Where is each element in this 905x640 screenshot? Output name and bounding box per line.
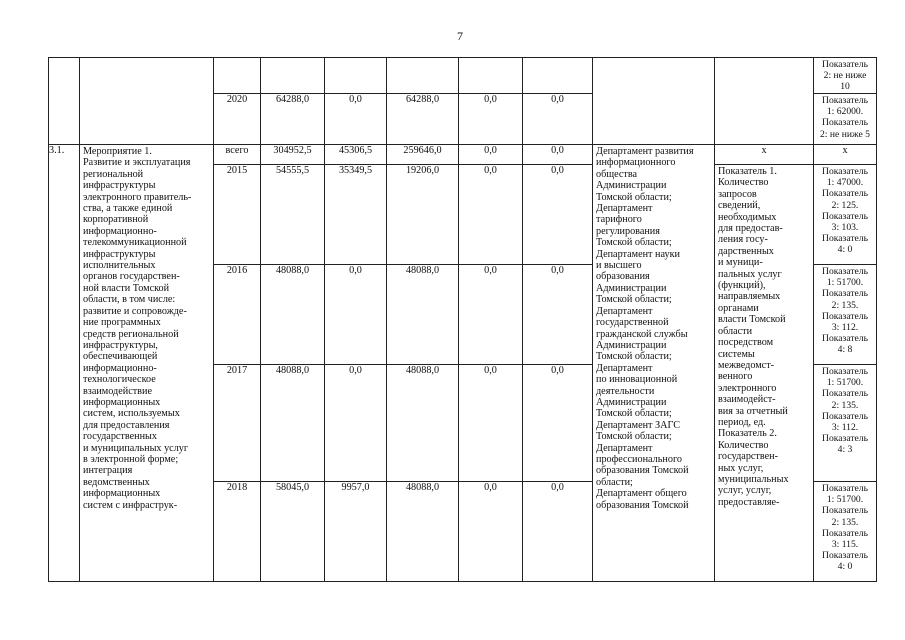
total-cell: 48088,0 xyxy=(261,365,325,482)
activity-number: 3.1. xyxy=(49,145,80,582)
local-cell-prev xyxy=(459,58,523,94)
year-cell: 2016 xyxy=(214,265,261,365)
federal-cell: 0,0 xyxy=(325,365,387,482)
budget-table xyxy=(48,57,877,582)
year-cell: 2020 xyxy=(214,94,261,145)
other-cell: 0,0 xyxy=(523,482,593,582)
year-cell-prev xyxy=(214,58,261,94)
other-cell: 0,0 xyxy=(523,165,593,265)
table-row-total xyxy=(49,145,877,165)
year-cell: 2018 xyxy=(214,482,261,582)
executors-cell: Департамент развития информационного общества Администрации Томской области; Департамент тарифного регулирования Томской области; Департамент науки и высшего образования Администрации Томской области; Департамент государственной гражданской службы Администрации Томской области; Департамент по инновационной деятельности Администрации Томской области; Департамент ЗАГС Томской области; Департамент профессионального образования Томской области; Департамент общего образования Томской xyxy=(593,145,715,582)
federal-cell: 0,0 xyxy=(325,265,387,365)
regional-cell-prev xyxy=(387,58,459,94)
regional-cell: 64288,0 xyxy=(387,94,459,145)
total-cell-prev xyxy=(261,58,325,94)
indicator-value-2018: Показатель 1: 51700. Показатель 2: 135. Показатель 3: 115. Показатель 4: 0 xyxy=(814,482,877,582)
local-cell: 0,0 xyxy=(459,94,523,145)
indicator-value-2015: Показатель 1: 47000. Показатель 2: 125. Показатель 3: 103. Показатель 4: 0 xyxy=(814,165,877,265)
other-cell: 0,0 xyxy=(523,365,593,482)
other-cell: 0,0 xyxy=(523,145,593,165)
regional-cell: 48088,0 xyxy=(387,265,459,365)
other-cell-prev xyxy=(523,58,593,94)
indicator-value-2016: Показатель 1: 51700. Показатель 2: 135. Показатель 3: 112. Показатель 4: 8 xyxy=(814,265,877,365)
total-cell: 64288,0 xyxy=(261,94,325,145)
federal-cell-prev xyxy=(325,58,387,94)
indicator-names-cell: Показатель 1. Количество запросов сведений, необходимых для предостав- ления госу- дарственных и муници- пальных услуг (функций), направляемых органами власти Томской области посредством системы межведомст- венного электронного взаимодейст- вия за отчетный период, ед. Показатель 2. Количество государствен- ных услуг, муниципальных услуг, услуг, предоставляе- xyxy=(715,165,814,582)
activity-description: Мероприятие 1. Развитие и эксплуатация региональной инфраструктуры электронного правитель- ства, а также единой корпоративной информационно- телекоммуникационной инфраструктуры исполнительных органов государствен- ной власти Томской области, в том числе: развитие и сопровожде- ние программных средств региональной инфраструктуры, обеспечивающей информационно- технологическое взаимодействие информационных систем, используемых для предоставления государственных и муниципальных услуг в электронной форме; интеграция ведомственных информационных систем с инфраструк- xyxy=(80,145,214,582)
regional-cell: 48088,0 xyxy=(387,482,459,582)
indicator-value-prev: Показатель 2: не ниже 10 xyxy=(814,58,877,94)
federal-cell: 9957,0 xyxy=(325,482,387,582)
local-cell: 0,0 xyxy=(459,145,523,165)
other-cell: 0,0 xyxy=(523,94,593,145)
federal-cell: 0,0 xyxy=(325,94,387,145)
local-cell: 0,0 xyxy=(459,365,523,482)
indicator-value-2020: Показатель 1: 62000. Показатель 2: не ниже 5 xyxy=(814,94,877,145)
year-cell: всего xyxy=(214,145,261,165)
num-cell-prev xyxy=(49,58,80,145)
total-cell: 54555,5 xyxy=(261,165,325,265)
table-row-prev-top xyxy=(49,58,877,94)
page-number: 7 xyxy=(457,29,463,43)
year-cell: 2017 xyxy=(214,365,261,482)
total-cell: 48088,0 xyxy=(261,265,325,365)
other-cell: 0,0 xyxy=(523,265,593,365)
regional-cell: 19206,0 xyxy=(387,165,459,265)
federal-cell: 35349,5 xyxy=(325,165,387,265)
total-cell: 58045,0 xyxy=(261,482,325,582)
indicator-value-total: х xyxy=(814,145,877,165)
regional-cell: 48088,0 xyxy=(387,365,459,482)
indicator-name-cell-prev xyxy=(715,58,814,145)
desc-cell-prev xyxy=(80,58,214,145)
executor-cell-prev xyxy=(593,58,715,145)
year-cell: 2015 xyxy=(214,165,261,265)
local-cell: 0,0 xyxy=(459,265,523,365)
indicator-x-cell: х xyxy=(715,145,814,165)
local-cell: 0,0 xyxy=(459,165,523,265)
local-cell: 0,0 xyxy=(459,482,523,582)
total-cell: 304952,5 xyxy=(261,145,325,165)
regional-cell: 259646,0 xyxy=(387,145,459,165)
indicator-value-2017: Показатель 1: 51700. Показатель 2: 135. Показатель 3: 112. Показатель 4: 3 xyxy=(814,365,877,482)
federal-cell: 45306,5 xyxy=(325,145,387,165)
